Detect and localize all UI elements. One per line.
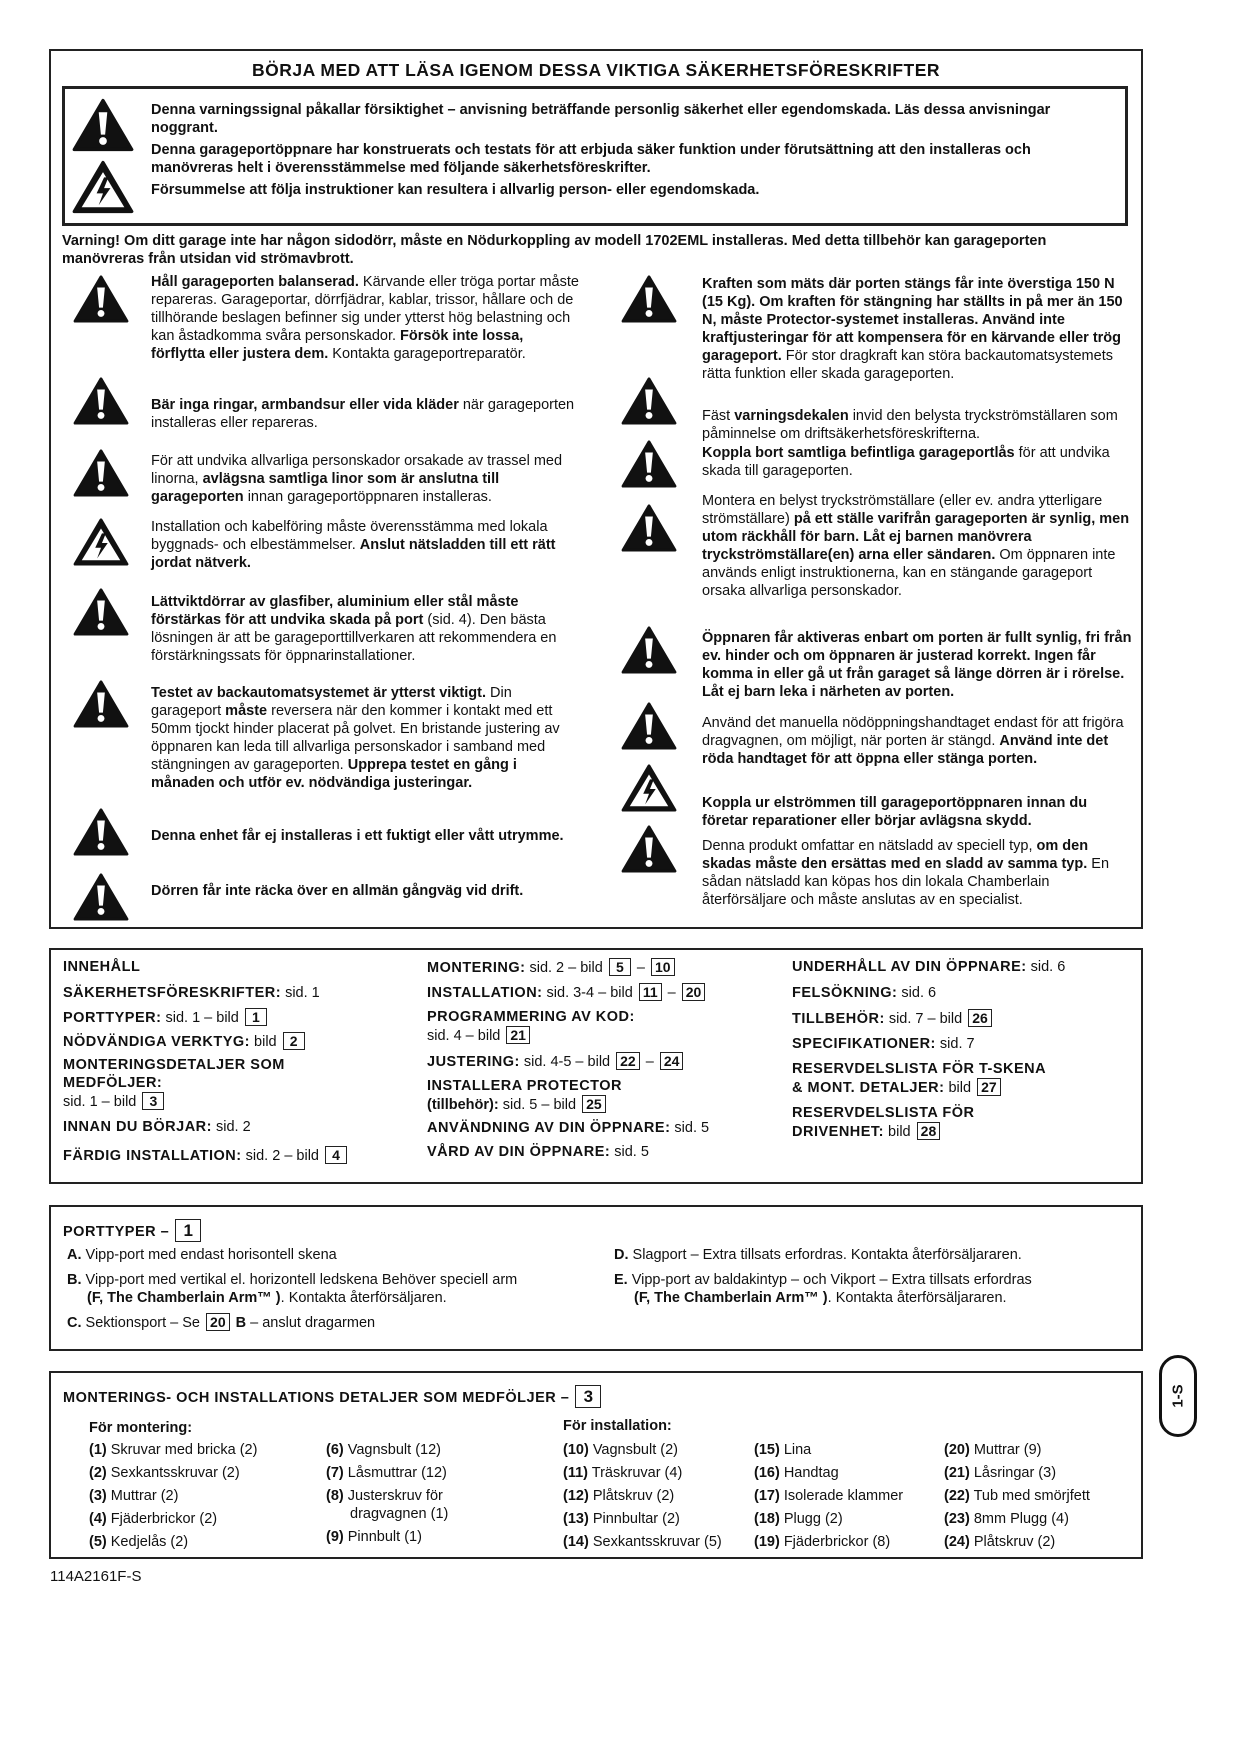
- contents-heading: INNEHÅLL: [63, 959, 141, 975]
- porttyper-section: [49, 1205, 1143, 1351]
- page-number: 1-S: [1169, 1384, 1187, 1408]
- warning-icon: [620, 701, 678, 751]
- contents-entry: PORTTYPER: sid. 1 – bild 1: [63, 1008, 403, 1032]
- porttyper-e: E. Vipp-port av baldakintyp – och Vikport – Extra tillsats erfordras (F, The Chamberlain Arm™ ). Kontakta återförsäljararen.: [614, 1272, 1032, 1306]
- part-item: (5) Kedjelås (2): [89, 1534, 189, 1550]
- part-item: (3) Muttrar (2): [89, 1488, 179, 1504]
- safety-item: Använd det manuella nödöppningshandtaget endast för att frigöra dragvagnen, om möjligt, när porten är stängd. Använd inte det röda handtaget för att öppna eller stänga porten.: [702, 715, 1124, 767]
- contents-entry: NÖDVÄNDIGA VERKTYG: bild 2: [63, 1032, 403, 1056]
- porttyper-heading: PORTTYPER – 1: [63, 1219, 203, 1242]
- parts-col-3: [563, 1441, 753, 1556]
- contents-section: [49, 948, 1143, 1184]
- parts-col-2: [326, 1441, 526, 1551]
- part-item: (13) Pinnbultar (2): [563, 1511, 680, 1527]
- contents-entry: RESERVDELSLISTA FÖR T-SKENA & MONT. DETALJER: bild 27: [792, 1061, 1047, 1096]
- document-code: 114A2161F-S: [50, 1568, 142, 1585]
- part-item: (1) Skruvar med bricka (2): [89, 1442, 258, 1458]
- contents-entry: SÄKERHETSFÖRESKRIFTER: sid. 1: [63, 985, 320, 1001]
- contents-entry: SPECIFIKATIONER: sid. 7: [792, 1036, 975, 1052]
- porttyper-a: A. Vipp-port med endast horisontell skena: [67, 1247, 337, 1263]
- contents-entry: ANVÄNDNING AV DIN ÖPPNARE: sid. 5: [427, 1120, 710, 1136]
- varning-text: Varning! Om ditt garage inte har någon sidodörr, måste en Nödurkoppling av modell 1702EML installeras. Med detta tillbehör kan garageporten manövreras från utsidan vid strömavbrott.: [62, 233, 1047, 267]
- contents-entry: UNDERHÅLL AV DIN ÖPPNARE: sid. 6: [792, 959, 1066, 975]
- electric-shock-icon: [71, 159, 135, 215]
- safety-item: Montera en belyst tryckströmställare (eller ev. andra ytterligare strömställare) på ett ställe varifrån garageporten är synlig, men utom räckhåll för barn. Låt ej barnen manövrera tryckströmställare(en) arna eller sändaren. Om öppnaren inte används enligt instruktionerna, kan en stängande garageport orsaka allvarliga personskador.: [702, 493, 1130, 599]
- safety-item: Testet av backautomatsystemet är ytterst viktigt. Din garageport måste reversera när den kommer i kontakt med ett 50mm tjockt hinder placerat på golvet. En bristande justering av öppnaren kan leda till allvarliga personskador i samband med stängningen av garageporten. Upprepa testet en gång i månaden och utför ev. nödvändiga justeringar.: [151, 685, 560, 791]
- parts-col-1: [89, 1441, 309, 1556]
- safety-item: Koppla ur elströmmen till garageportöppnaren innan du företar reparationer eller börjar avlägsna skydd.: [702, 795, 1088, 829]
- part-item: (4) Fjäderbrickor (2): [89, 1511, 218, 1527]
- contents-entry: INSTALLATION: sid. 3-4 – bild 11 – 20: [427, 983, 777, 1008]
- warning-icon: [72, 872, 130, 922]
- electric-shock-icon: [620, 763, 678, 813]
- safety-section: [49, 49, 1143, 929]
- warning-icon: [620, 274, 678, 324]
- safety-item: Installation och kabelföring måste överensstämma med lokala byggnads- och elbestämmelser. Anslut nätsladden till ett rätt jordat nätverk.: [151, 519, 556, 571]
- safety-item: Kraften som mäts där porten stängs får inte överstiga 150 N (15 Kg). Om kraften för stängning har ställts in på mer än 150 N, måste Protector-systemet installeras. Använd inte kraftjusteringar för att kompensera för en kärvande eller trög garageport. För stor dragkraft kan störa backautomatsystemets rätta funktion eller skada garageporten.: [702, 276, 1123, 382]
- part-item: (10) Vagnsbult (2): [563, 1442, 678, 1458]
- warning-icon: [620, 824, 678, 874]
- warning-icon: [72, 448, 130, 498]
- warning-icon: [620, 439, 678, 489]
- warning-icon: [72, 274, 130, 324]
- part-item: (7) Låsmuttrar (12): [326, 1465, 447, 1481]
- warning-icon: [620, 503, 678, 553]
- part-item: (11) Träskruvar (4): [563, 1465, 683, 1481]
- contents-entry: MONTERINGSDETALJER SOM MEDFÖLJER: sid. 1 – bild 3: [63, 1057, 285, 1110]
- install-heading: För installation:: [563, 1418, 672, 1434]
- safety-item: Denna produkt omfattar en nätsladd av speciell typ, om den skadas måste den ersättas med en sladd av samma typ. En sådan nätsladd kan köpas hos din lokala Chamberlain återförsäljare och måste anslutas av en specialist.: [702, 838, 1110, 908]
- safety-item: Öppnaren får aktiveras enbart om porten är fullt synlig, fri från ev. hinder och om öppnaren är justerad korrekt. Ingen får komma in eller gå ut från garaget så länge dörren är i rörelse. Låt ej barn leka i närheten av porten.: [702, 630, 1132, 700]
- part-item: (16) Handtag: [754, 1465, 839, 1481]
- contents-entry: RESERVDELSLISTA FÖR DRIVENHET: bild 28: [792, 1105, 975, 1140]
- safety-item: Håll garageporten balanserad. Kärvande eller tröga portar måste repareras. Garageportar, dörrfjädrar, kablar, trissor, hållare och de tillhörande beslagen befinner sig under ytterst hög belastning och kan åstadkomma svåra personskador. Försök inte lossa, förflytta eller justera dem. Kontakta garageportreparatör.: [151, 274, 579, 362]
- warning-icon: [72, 807, 130, 857]
- safety-item: Koppla bort samtliga befintliga garageportlås för att undvika skada till garageporten.: [702, 445, 1110, 479]
- safety-item: Denna enhet får ej installeras i ett fuktigt eller vått utrymme.: [151, 828, 564, 844]
- porttyper-d: D. Slagport – Extra tillsats erfordras. Kontakta återförsäljararen.: [614, 1247, 1022, 1263]
- safety-title: BÖRJA MED ATT LÄSA IGENOM DESSA VIKTIGA SÄKERHETSFÖRESKRIFTER: [251, 60, 941, 80]
- warning-icon: [620, 376, 678, 426]
- part-item: (6) Vagnsbult (12): [326, 1442, 441, 1458]
- intro-paragraph-3: Försummelse att följa instruktioner kan resultera i allvarlig person- eller egendomskada.: [151, 182, 760, 198]
- part-item: (12) Plåtskruv (2): [563, 1488, 675, 1504]
- part-item: (21) Låsringar (3): [944, 1465, 1057, 1481]
- contents-entry: VÅRD AV DIN ÖPPNARE: sid. 5: [427, 1144, 649, 1160]
- contents-entry: PROGRAMMERING AV KOD: sid. 4 – bild 21: [427, 1009, 635, 1044]
- electric-shock-icon: [72, 517, 130, 567]
- parts-col-5: [944, 1441, 1134, 1556]
- safety-item: Bär inga ringar, armbandsur eller vida kläder när garageporten installeras eller repareras.: [151, 397, 575, 431]
- mount-heading: För montering:: [89, 1420, 193, 1436]
- contents-entry: FÄRDIG INSTALLATION: sid. 2 – bild 4: [63, 1146, 403, 1170]
- warning-icon: [72, 376, 130, 426]
- part-item: (22) Tub med smörjfett: [944, 1488, 1090, 1504]
- porttyper-b: B. Vipp-port med vertikal el. horizontell ledskena Behöver speciell arm (F, The Chamberlain Arm™ ). Kontakta återförsäljaren.: [67, 1272, 518, 1306]
- parts-col-4: [754, 1441, 934, 1556]
- intro-paragraph-1: Denna varningssignal påkallar försiktighet – anvisning beträffande personlig säkerhet eller egendomskada. Läs dessa anvisningar noggrant.: [151, 102, 1051, 136]
- safety-item: Lättviktdörrar av glasfiber, aluminium eller stål måste förstärkas för att undvika skada på port (sid. 4). Den bästa lösningen är att be garageporttillverkaren att rekommendera en förstärkningssats för öppnarinstallationer.: [151, 594, 557, 664]
- contents-entry: INNAN DU BÖRJAR: sid. 2: [63, 1119, 251, 1135]
- part-item: (18) Plugg (2): [754, 1511, 843, 1527]
- part-item: (17) Isolerade klammer: [754, 1488, 904, 1504]
- warning-icon: [71, 97, 135, 153]
- part-item: (14) Sexkantsskruvar (5): [563, 1534, 722, 1550]
- safety-item: Dörren får inte räcka över en allmän gångväg vid drift.: [151, 883, 524, 899]
- contents-entry: FELSÖKNING: sid. 6: [792, 985, 937, 1001]
- intro-paragraph-2: Denna garageportöppnare har konstruerats och testats för att erbjuda säker funktion under förutsättning att den installeras och manövreras helt i överensstämmelse med följande säkerhetsföreskrifter.: [151, 142, 1031, 176]
- intro-box: [62, 86, 1128, 226]
- part-item: (15) Lina: [754, 1442, 812, 1458]
- warning-icon: [72, 587, 130, 637]
- part-item: (8) Justerskruv för dragvagnen (1): [326, 1488, 449, 1522]
- part-item: (23) 8mm Plugg (4): [944, 1511, 1069, 1527]
- parts-heading: MONTERINGS- OCH INSTALLATIONS DETALJER SOM MEDFÖLJER – 3: [63, 1385, 603, 1408]
- contents-entry: MONTERING: sid. 2 – bild 5 – 10: [427, 958, 777, 983]
- warning-icon: [620, 625, 678, 675]
- parts-section: [49, 1371, 1143, 1559]
- contents-entry: TILLBEHÖR: sid. 7 – bild 26: [792, 1009, 1132, 1035]
- part-item: (2) Sexkantsskruvar (2): [89, 1465, 240, 1481]
- contents-entry: INSTALLERA PROTECTOR (tillbehör): sid. 5 – bild 25: [427, 1078, 623, 1113]
- safety-item: För att undvika allvarliga personskador orsakade av trassel med linorna, avlägsna samtliga linor som är anslutna till garageporten innan garageportöppnaren installeras.: [151, 453, 563, 505]
- part-item: (20) Muttrar (9): [944, 1442, 1042, 1458]
- warning-icon: [72, 679, 130, 729]
- part-item: (9) Pinnbult (1): [326, 1529, 422, 1545]
- part-item: (19) Fjäderbrickor (8): [754, 1534, 891, 1550]
- safety-item: Fäst varningsdekalen invid den belysta tryckströmställaren som påminnelse om driftsäkerhetsföreskrifterna.: [702, 408, 1118, 442]
- page-number-tab: [1159, 1355, 1197, 1437]
- part-item: (24) Plåtskruv (2): [944, 1534, 1056, 1550]
- contents-entry: JUSTERING: sid. 4-5 – bild 22 – 24: [427, 1052, 777, 1077]
- porttyper-c: C. Sektionsport – Se 20 B – anslut dragarmen: [67, 1314, 376, 1331]
